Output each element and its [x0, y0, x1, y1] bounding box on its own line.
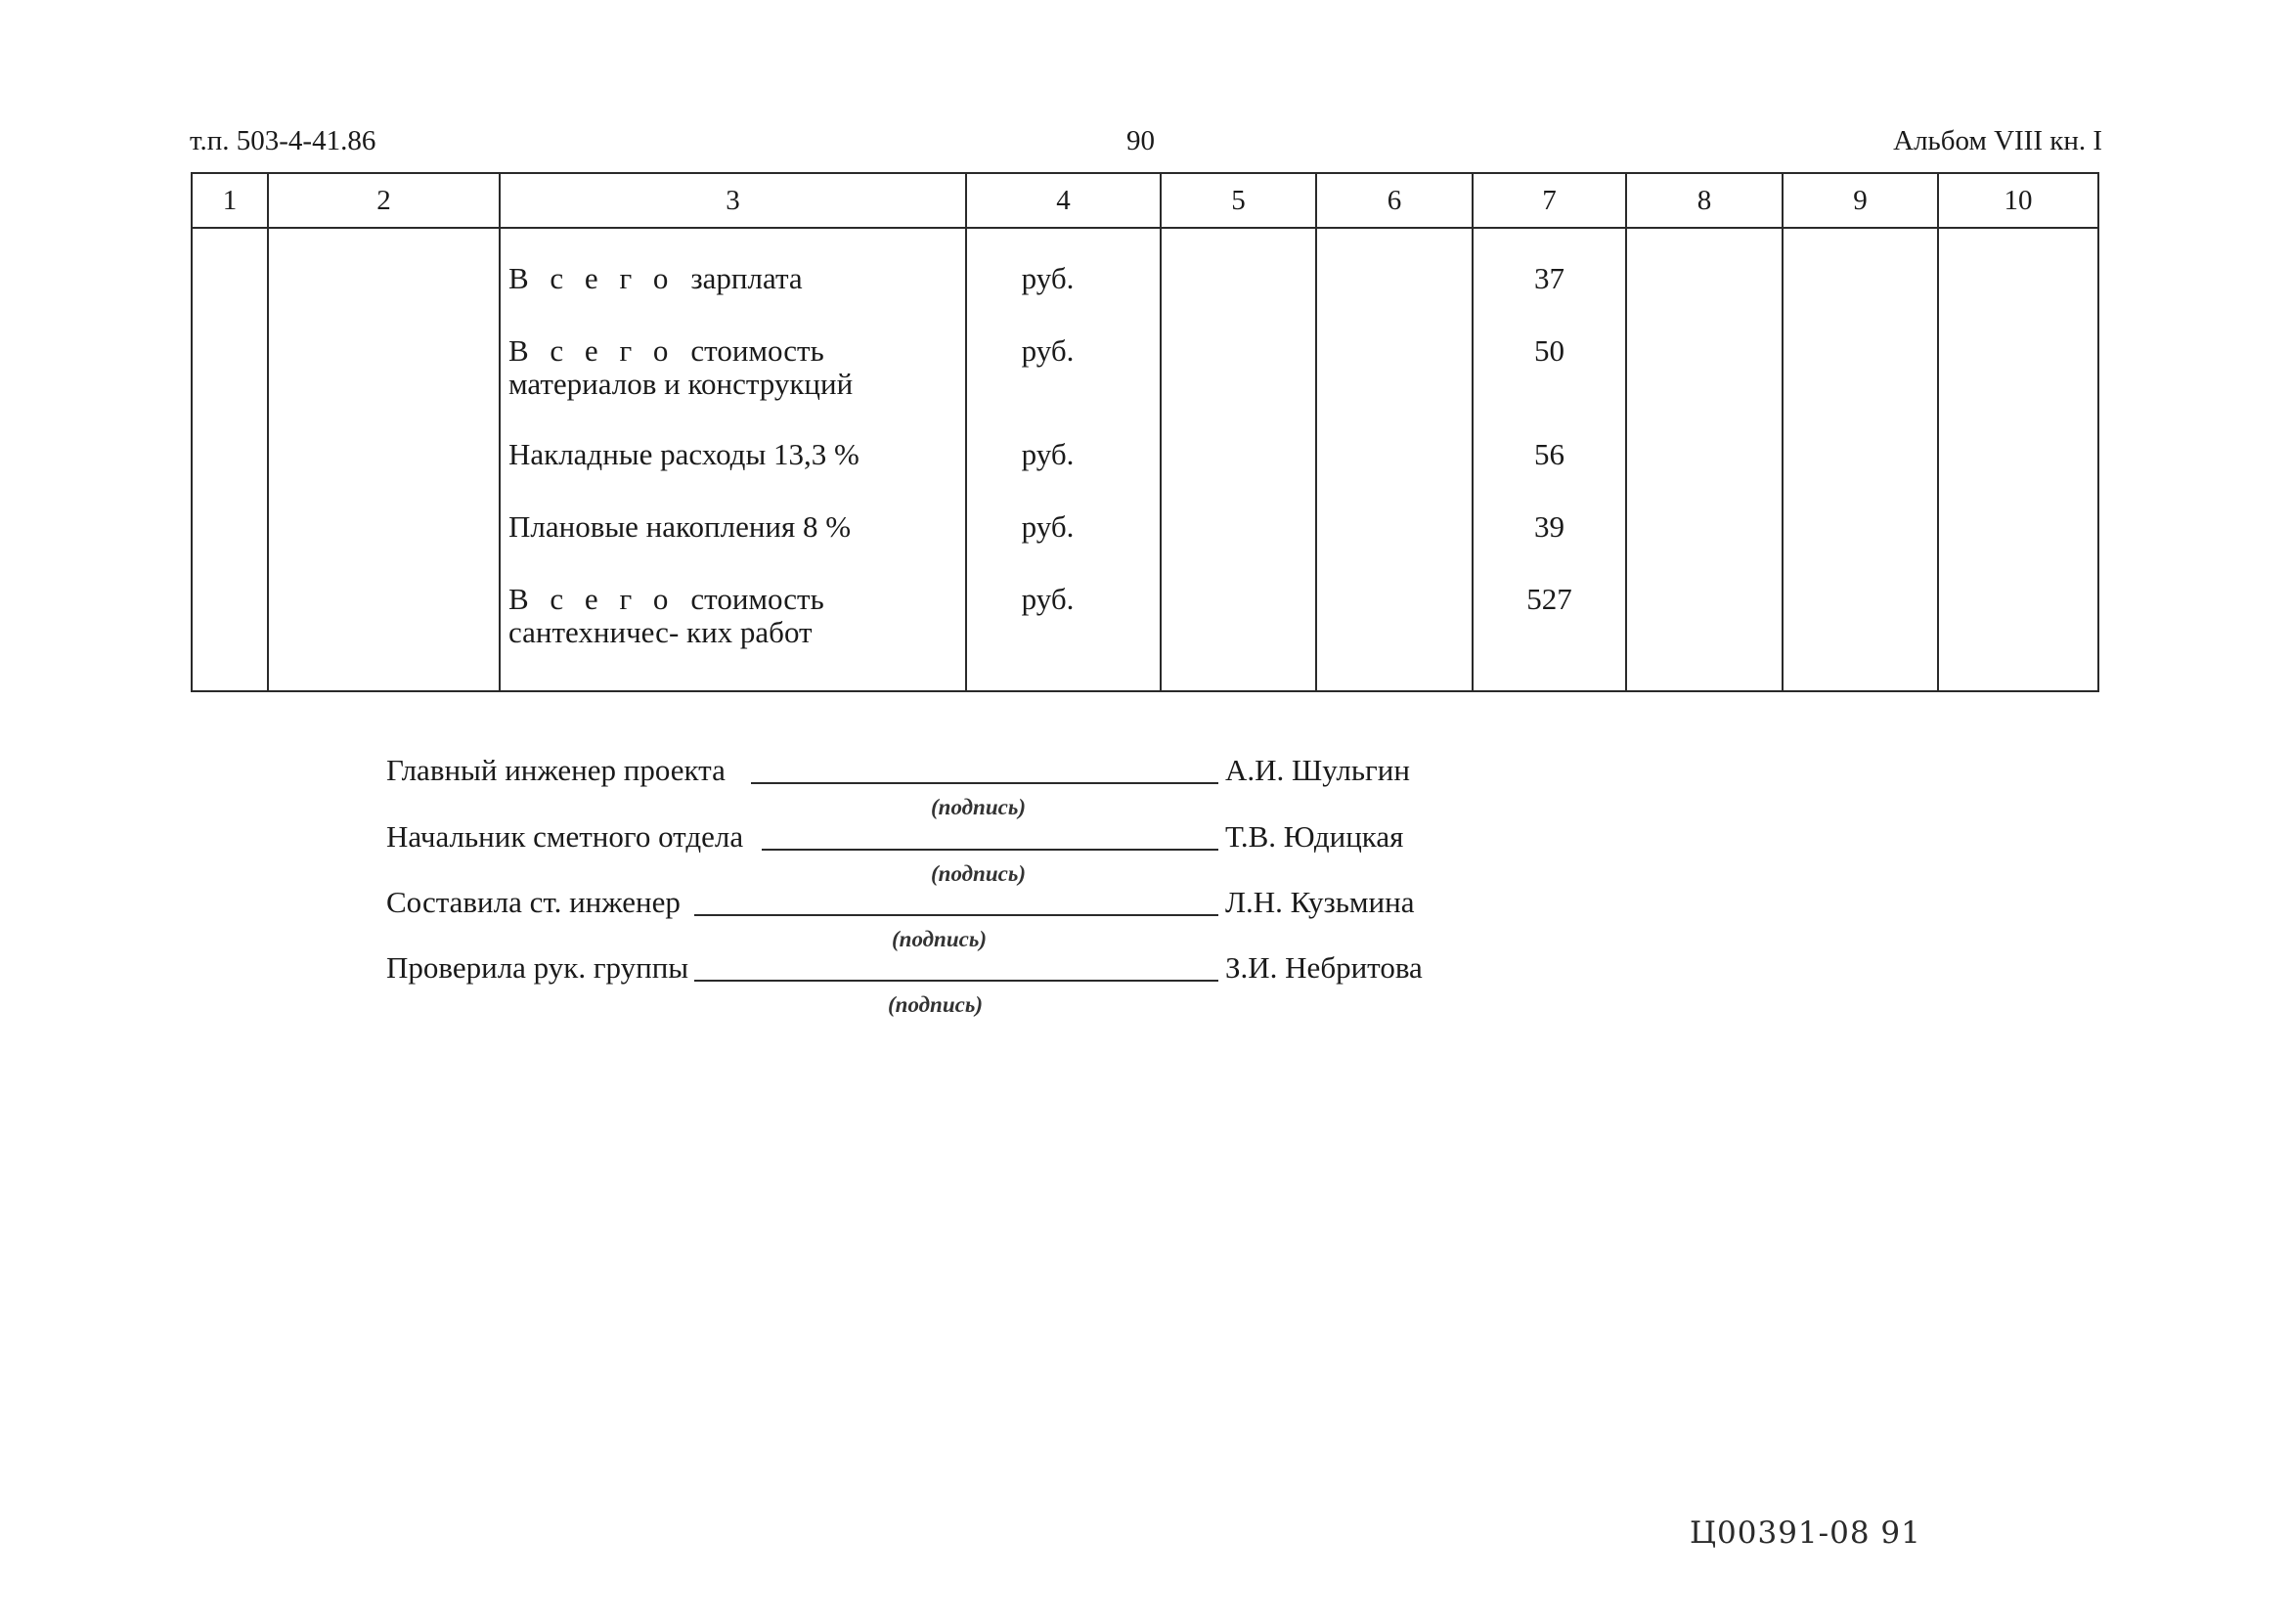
column-header: 7 [1473, 173, 1626, 228]
signature-caption: (подпись) [888, 992, 984, 1017]
signature-caption: (подпись) [931, 861, 1027, 886]
value-entry: 37 [1534, 261, 1564, 295]
column-header: 10 [1938, 173, 2098, 228]
signatory-name: Т.В. Юдицкая [1225, 819, 1404, 854]
table-cell [192, 228, 268, 691]
table-cell [1938, 228, 2098, 691]
description-entry [501, 334, 965, 438]
description-entry [501, 262, 965, 334]
entry-prefix: В с е г о [508, 333, 676, 368]
column-header: 5 [1161, 173, 1316, 228]
value-cell [1473, 228, 1626, 691]
column-header: 2 [268, 173, 500, 228]
signature-line [762, 849, 1218, 851]
column-header: 4 [966, 173, 1161, 228]
column-number-row [192, 173, 2098, 228]
value-entry: 50 [1534, 333, 1564, 368]
table-cell [1783, 228, 1938, 691]
table-body-row [192, 228, 2098, 691]
unit-entry: руб. [1021, 509, 1075, 544]
entry-text: стоимость сантехничес- ких работ [508, 582, 824, 649]
signature-line [694, 980, 1218, 982]
signature-line [694, 914, 1218, 916]
table-cell [1161, 228, 1316, 691]
signatory-name: З.И. Небритова [1225, 950, 1423, 985]
page-number: 90 [1126, 125, 1155, 156]
value-entry: 56 [1534, 437, 1564, 471]
entry-prefix: В с е г о [508, 261, 676, 295]
footer-document-code: Ц00391-08 91 [1690, 1515, 1921, 1551]
entry-text: зарплата [690, 261, 803, 295]
signatory-name: Л.Н. Кузьмина [1225, 885, 1415, 919]
column-header: 6 [1316, 173, 1473, 228]
description-cell [500, 228, 966, 691]
value-entry: 39 [1534, 509, 1564, 544]
entry-text: Накладные расходы 13,3 % [508, 437, 859, 471]
signature-label: Составила ст. инженер [386, 885, 681, 919]
header-document-code: т.п. 503-4-41.86 [190, 125, 376, 156]
entry-text: стоимость материалов и конструкций [508, 333, 854, 401]
signatory-name: А.И. Шульгин [1225, 753, 1410, 787]
description-entry [501, 583, 965, 690]
signature-label: Проверила рук. группы [386, 950, 689, 985]
column-header: 8 [1626, 173, 1783, 228]
signature-caption: (подпись) [931, 795, 1027, 819]
value-entry: 527 [1526, 582, 1572, 616]
unit-entry: руб. [1021, 261, 1075, 295]
entry-prefix: В с е г о [508, 582, 676, 616]
unit-entry: руб. [1021, 333, 1075, 368]
column-header: 3 [500, 173, 966, 228]
unit-entry: руб. [1021, 582, 1075, 616]
header-album-label: Альбом VIII кн. I [1893, 125, 2102, 156]
column-header: 9 [1783, 173, 1938, 228]
table-cell [1316, 228, 1473, 691]
description-entry [501, 510, 965, 583]
table-cell [1626, 228, 1783, 691]
unit-entry: руб. [1021, 437, 1075, 471]
table-cell [268, 228, 500, 691]
signature-label: Главный инженер проекта [386, 753, 726, 787]
description-entry [501, 438, 965, 510]
signature-caption: (подпись) [892, 927, 988, 951]
signature-label: Начальник сметного отдела [386, 819, 744, 854]
signature-line [751, 782, 1218, 784]
column-header: 1 [192, 173, 268, 228]
estimate-table [191, 172, 2099, 692]
entry-text: Плановые накопления 8 % [508, 509, 852, 544]
unit-cell [966, 228, 1161, 691]
